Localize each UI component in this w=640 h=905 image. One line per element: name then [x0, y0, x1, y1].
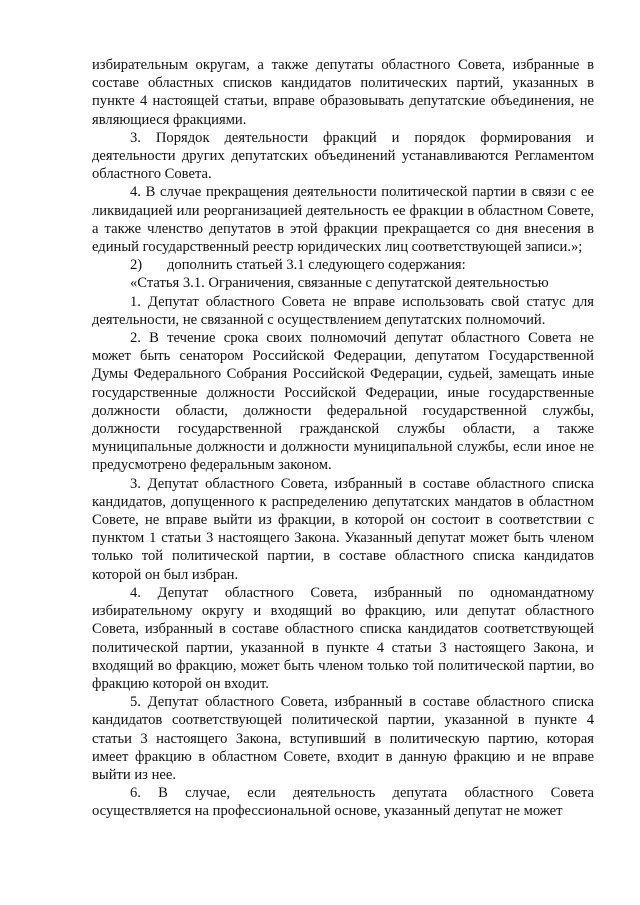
article-point-3: 3. Депутат областного Совета, избранный в составе областного списка кандидатов, допущенного к распределению депутатских мандатов в областном Совете, не вправе выйти из фракции, в которой он состоит в соответствии с пунктом 1 статьи 3 настоящего Закона. Указанный депутат может быть членом только той политической партии, в составе областного списка кандидатов которой он был избран. — [92, 475, 594, 583]
paragraph-3: 3. Порядок деятельности фракций и порядок формирования и деятельности других депутатских объединений устанавливаются Регламентом областного Совета. — [92, 129, 594, 183]
paragraph-4: 4. В случае прекращения деятельности политической партии в связи с ее ликвидацией или реорганизацией деятельность ее фракции в областном Совете, а также членство депутатов в этой фракции прекращается со дня внесения в единый государственный реестр юридических лиц соответствующей записи.»; — [92, 184, 594, 256]
article-point-2: 2. В течение срока своих полномочий депутат областного Совета не может быть сенатором Российской Федерации, депутатом Государственной Думы Федерального Собрания Российской Федерации, судьей, замещать иные государственные должности Российской Федерации, иные государственные должности области, должности федеральной государственной службы, должности государственной гражданской службы области, а также муниципальные должности и должности муниципальной службы, если иное не предусмотрено федеральным законом. — [92, 330, 594, 474]
paragraph-continuation: избирательным округам, а также депутаты областного Совета, избранные в составе областных списков кандидатов политических партий, указанных в пункте 4 настоящей статьи, вправе образовывать депутатские объединения, не являющиеся фракциями. — [92, 57, 594, 128]
document-page — [92, 56, 594, 821]
amendment-item-text: дополнить статьей 3.1 следующего содержания: — [167, 257, 466, 274]
article-point-6: 6. В случае, если деятельность депутата областного Совета осуществляется на профессиональной основе, указанный депутат не может — [92, 785, 594, 820]
article-point-4: 4. Депутат областного Совета, избранный по одномандатному избирательному округу и входящий во фракцию, или депутат областного Совета, избранный в составе областного списка кандидатов соответствующей политической партии, указанной в пункте 4 статьи 3 настоящего Закона, и входящий во фракцию, может быть членом только той политической партии, во фракцию которой он входит. — [92, 584, 594, 692]
article-point-5: 5. Депутат областного Совета, избранный в составе областного списка кандидатов соответствующей политической партии, указанной в пункте 4 статьи 3 настоящего Закона, вступивший в политическую партию, которая имеет фракцию в областном Совете, входит в данную фракцию и не вправе выйти из нее. — [92, 694, 594, 783]
article-title: «Статья 3.1. Ограничения, связанные с депутатской деятельностью — [130, 275, 549, 292]
article-point-1: 1. Депутат областного Совета не вправе использовать свой статус для деятельности, не связанной с осуществлением депутатских полномочий. — [92, 293, 594, 328]
amendment-item-2 — [92, 256, 594, 274]
amendment-item-number: 2) — [130, 257, 143, 274]
